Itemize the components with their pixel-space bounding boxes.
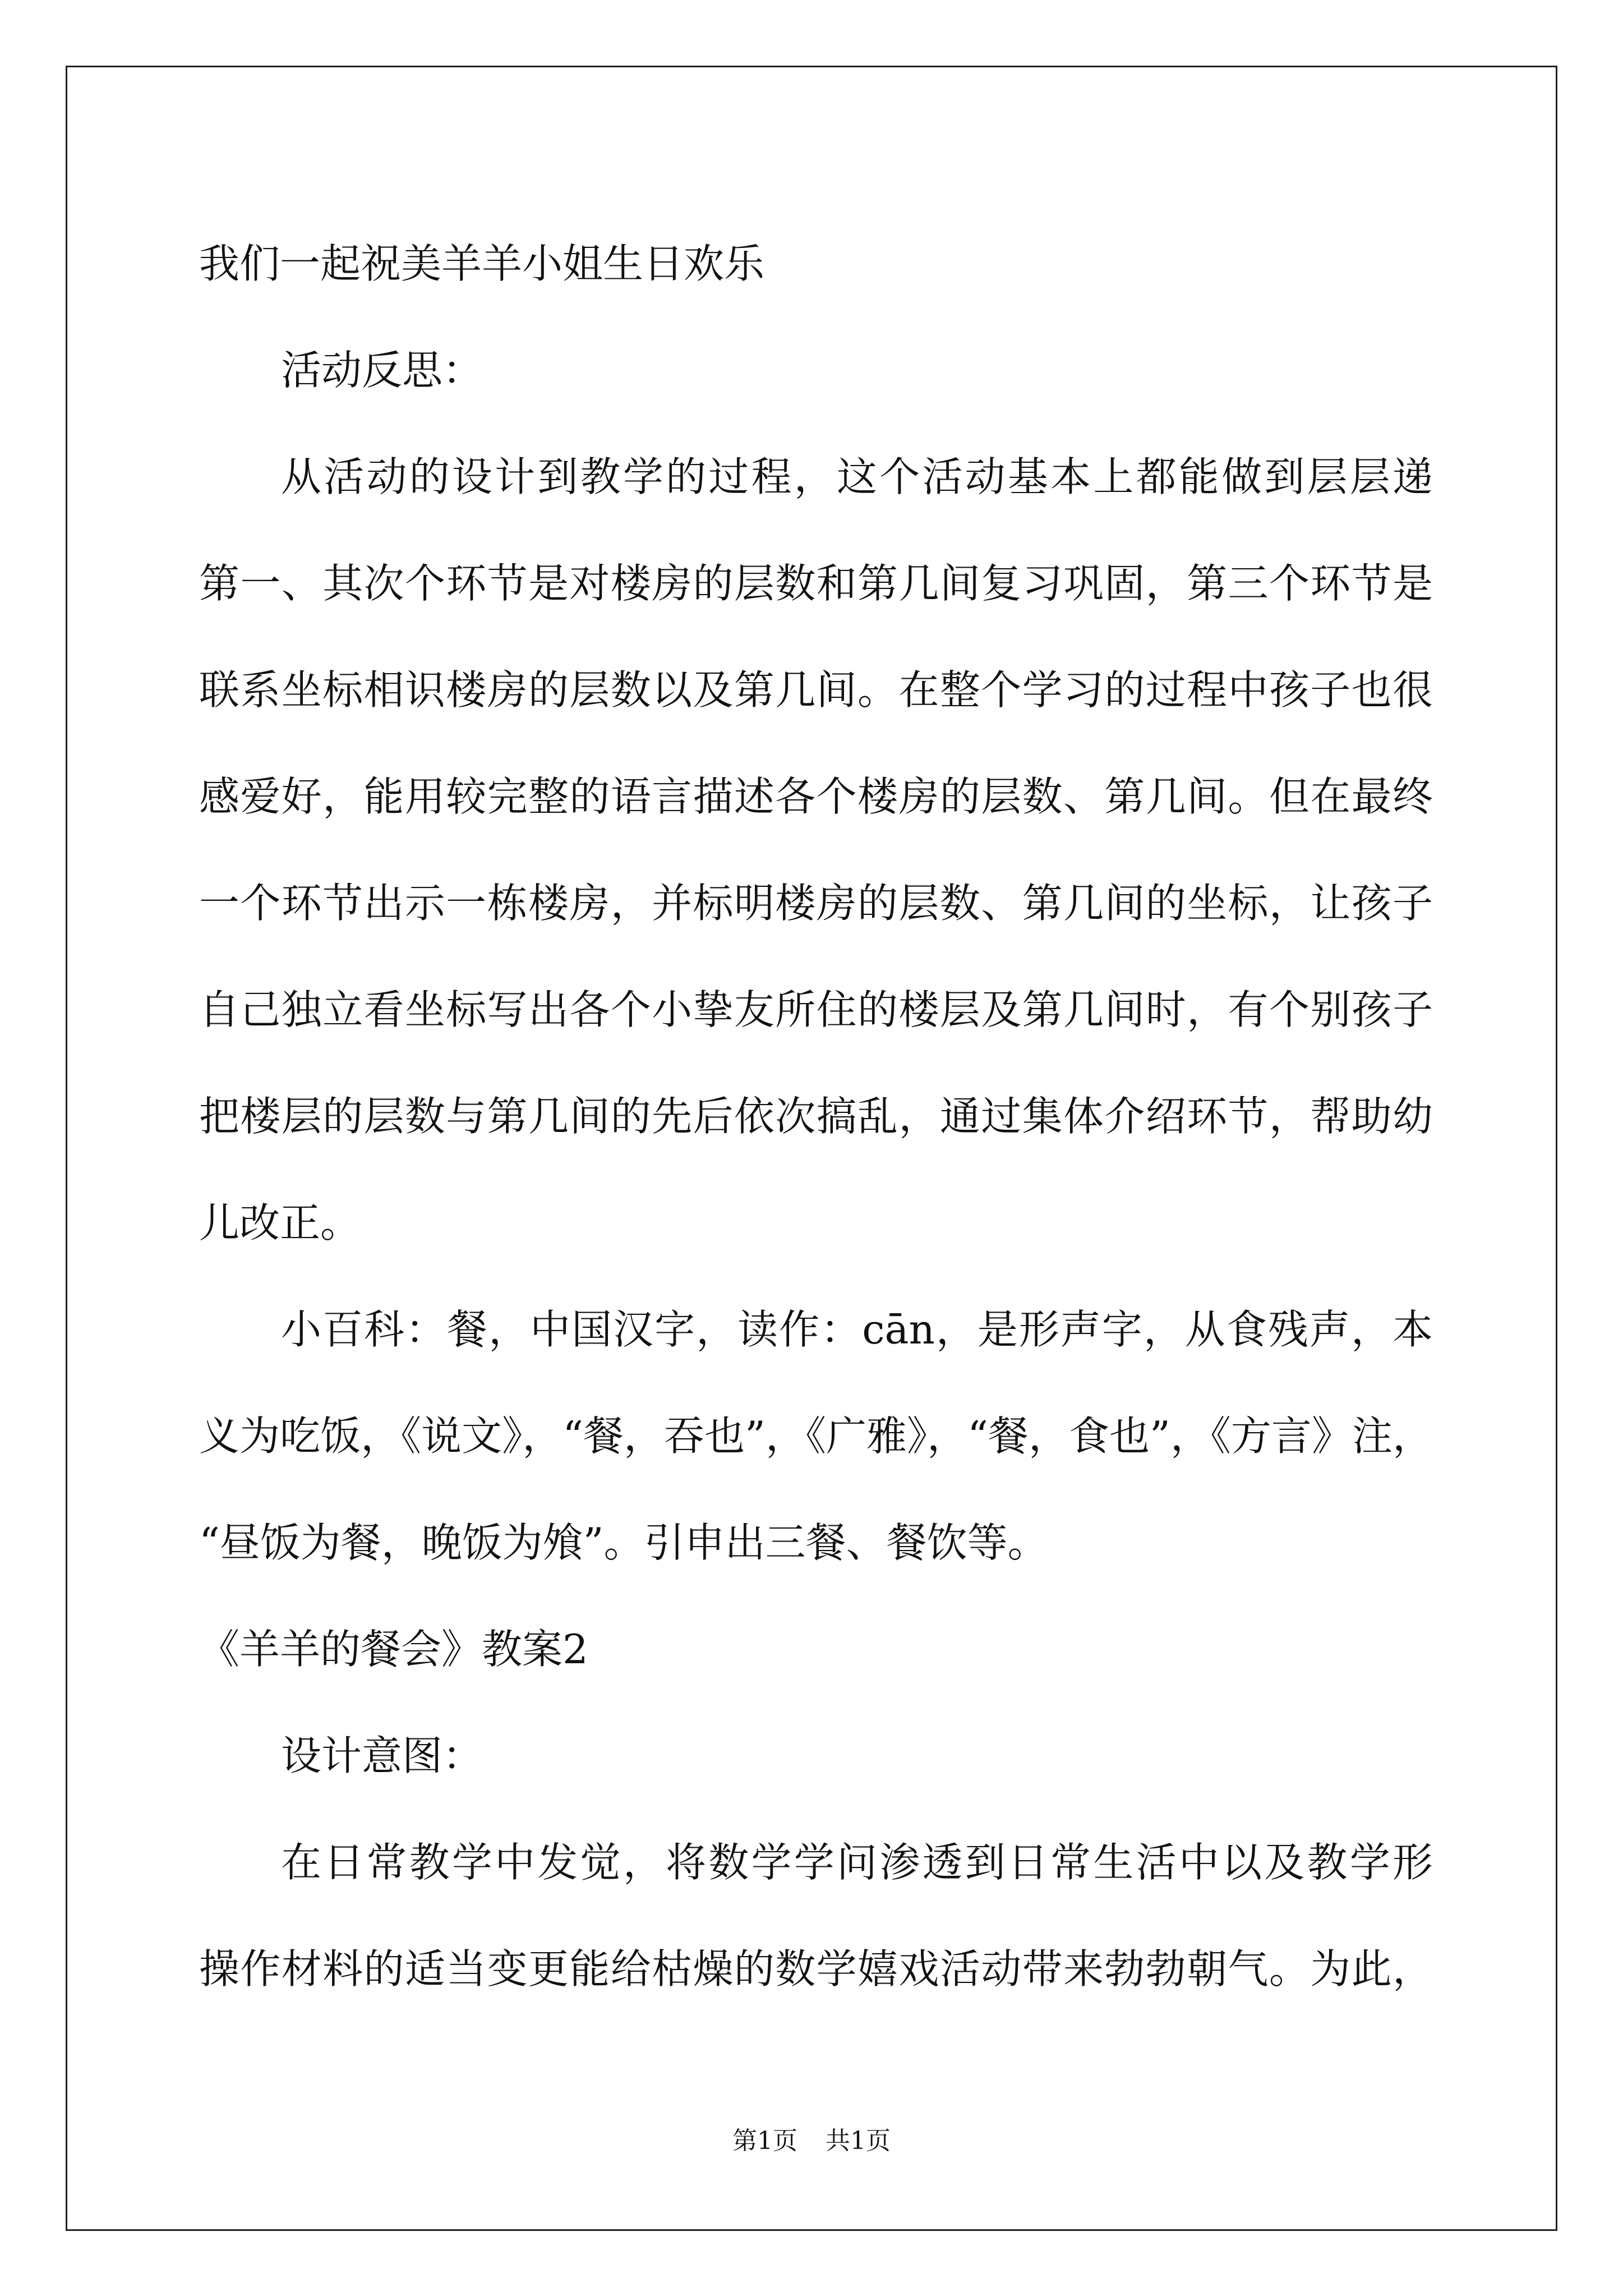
- page-total: 共1页: [826, 2127, 891, 2155]
- text-line: 从活动的设计到教学的过程，这个活动基本上都能做到层层递: [281, 453, 1433, 500]
- text-line: 在日常教学中发觉，将数学学问渗透到日常生活中以及教学形: [281, 1839, 1433, 1886]
- text-line: 感爱好，能用较完整的语言描述各个楼房的层数、第几间。但在最终: [199, 773, 1433, 820]
- text-line: 把楼层的层数与第几间的先后依次搞乱，通过集体介绍环节，帮助幼: [199, 1093, 1433, 1140]
- text-line: 我们一起祝美羊羊小姐生日欢乐: [199, 240, 765, 287]
- document-body: [199, 210, 1433, 2022]
- page-footer: [0, 2120, 1623, 2156]
- text-line: 活动反思：: [281, 347, 483, 394]
- text-line: 自己独立看坐标写出各个小挚友所住的楼层及第几间时，有个别孩子: [199, 986, 1433, 1033]
- text-line: 设计意图：: [281, 1732, 483, 1779]
- text-line: 操作材料的适当变更能给枯燥的数学嬉戏活动带来勃勃朝气。为此，: [199, 1945, 1433, 1993]
- text-line: 联系坐标相识楼房的层数以及第几间。在整个学习的过程中孩子也很: [199, 666, 1433, 714]
- page-number: 第1页: [732, 2127, 797, 2155]
- text-line: 小百科：餐，中国汉字，读作：cān，是形声字，从食残声，本: [281, 1306, 1433, 1353]
- text-line: 儿改正。: [199, 1199, 361, 1246]
- text-line: “昼饭为餐，晚饭为飧”。引申出三餐、餐饮等。: [199, 1519, 1048, 1566]
- text-line: 第一、其次个环节是对楼房的层数和第几间复习巩固，第三个环节是: [199, 560, 1433, 607]
- text-line: 《羊羊的餐会》教案2: [199, 1626, 588, 1673]
- text-line: 一个环节出示一栋楼房，并标明楼房的层数、第几间的坐标，让孩子: [199, 880, 1433, 927]
- text-line: 义为吃饭，《说文》，“餐，吞也”，《广雅》，“餐，食也”，《方言》注，: [199, 1412, 1433, 1460]
